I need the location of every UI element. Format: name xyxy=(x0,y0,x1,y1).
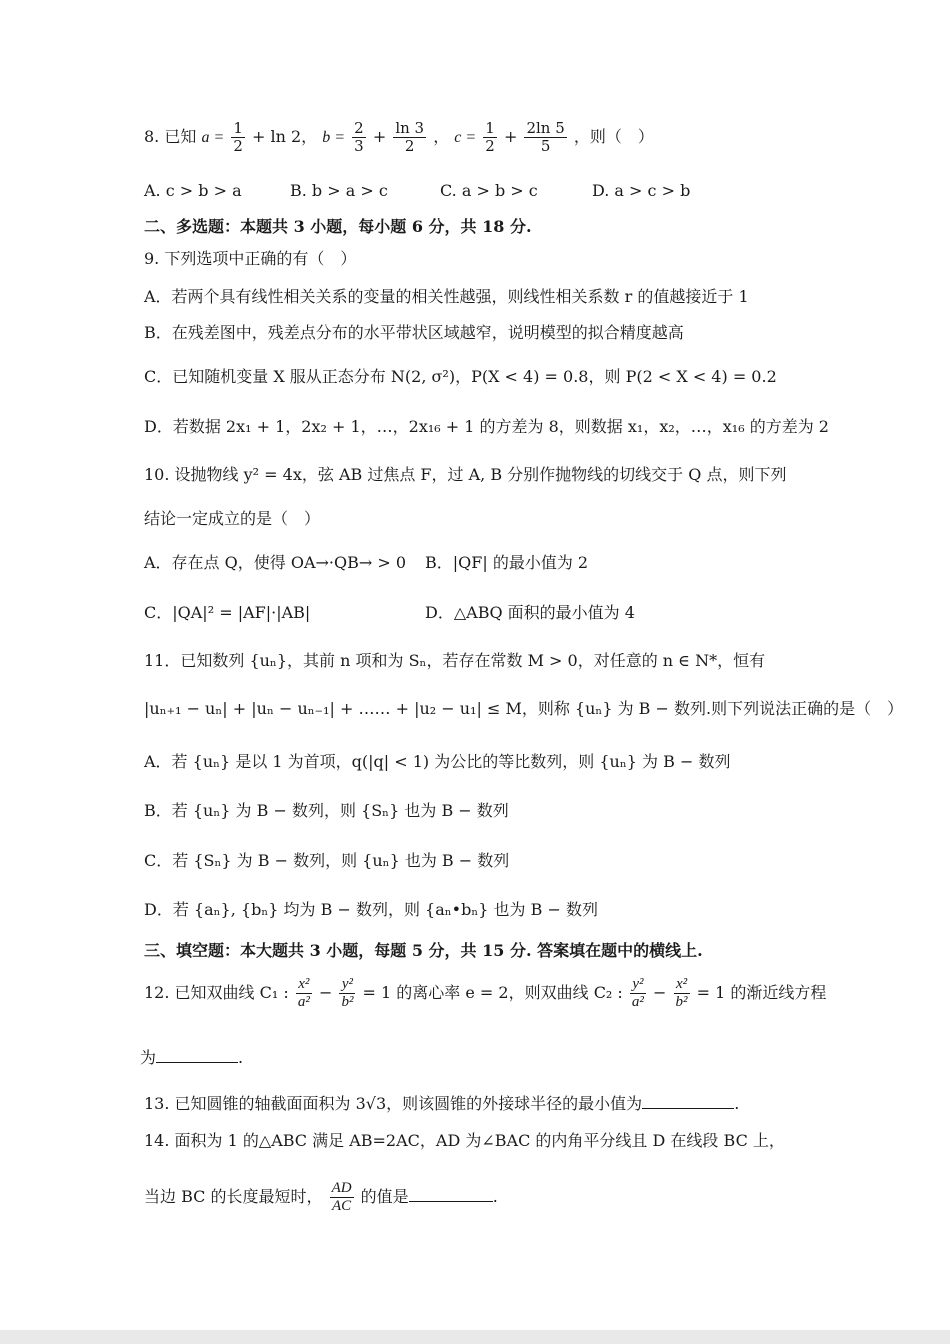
question-14-line-2 xyxy=(144,1180,498,1215)
question-11-stem-line-2: |uₙ₊₁ − uₙ| + |uₙ − uₙ₋₁| + …… + |u₂ − u₁| ≤ M，则称 {uₙ} 为 B − 数列.则下列说法正确的是（ ） xyxy=(144,699,904,718)
q11-option-a: A．若 {uₙ} 是以 1 为首项，q(|q| < 1) 为公比的等比数列，则 {uₙ} 为 B − 数列 xyxy=(144,752,731,771)
q14-line-2-suffix: 的值是 xyxy=(360,1187,409,1206)
q14-fraction-ad-ac: $\frac{AD}{AC}$ xyxy=(331,1180,352,1214)
q12-minus-2: − xyxy=(653,983,667,1002)
q10-option-a: A．存在点 Q，使得 OA→·QB→ > 0 xyxy=(144,553,407,572)
q9-option-c: C．已知随机变量 X 服从正态分布 N(2, σ²)，P(X < 4) = 0.8，则 P(2 < X < 4) = 0.2 xyxy=(144,367,777,386)
q12-line-2-text: 为 xyxy=(140,1048,157,1067)
q12-minus-1: − xyxy=(318,983,333,1002)
q12-fraction-x2-a2: $\frac{\text{x²}}{\text{a²}}$ xyxy=(297,976,310,1010)
q8-b-fraction-2: $\frac{\ln 3}{2}$ xyxy=(395,119,425,155)
q8-b-lhs: b = xyxy=(322,129,346,146)
q10-option-d: D．△ABQ 面积的最小值为 4 xyxy=(425,603,635,622)
q9-option-b: B．在残差图中，残差点分布的水平带状区域越窄，说明模型的拟合精度越高 xyxy=(144,323,684,342)
q10-option-c: C．|QA|² = |AF|·|AB| xyxy=(144,603,311,622)
q13-end: . xyxy=(734,1094,740,1113)
q8-number: 8. xyxy=(144,127,160,146)
q8-a-fraction: $\frac{1}{2}$ xyxy=(233,119,243,155)
q12-answer-blank[interactable] xyxy=(156,1044,238,1063)
q14-line-2-prefix: 当边 BC 的长度最短时， xyxy=(144,1187,323,1206)
q8-option-c: C. a > b > c xyxy=(440,181,538,200)
q8-option-b: B. b > a > c xyxy=(290,181,388,200)
question-14-line-1: 14. 面积为 1 的△ABC 满足 AB=2AC，AD 为∠BAC 的内角平分线且 D 在线段 BC 上， xyxy=(144,1131,785,1150)
q13-answer-blank[interactable] xyxy=(642,1090,734,1109)
question-12-line-1 xyxy=(144,976,826,1011)
q8-c-fraction-2: $\frac{2\ln 5}{5}$ xyxy=(526,119,565,155)
q13-text: 13. 已知圆锥的轴截面面积为 3√3，则该圆锥的外接球半径的最小值为 xyxy=(144,1094,643,1113)
q8-a-lhs: a = xyxy=(201,129,225,146)
question-10-stem-line-2: 结论一定成立的是（ ） xyxy=(144,509,321,528)
q12-part-3: = 1 的渐近线方程 xyxy=(696,983,827,1002)
section-3-heading: 三、填空题：本大题共 3 小题，每题 5 分，共 15 分. 答案填在题中的横线上. xyxy=(144,941,703,960)
q12-part-2: = 1 的离心率 e = 2，则双曲线 C₂ : xyxy=(362,983,628,1002)
q11-option-c: C．若 {Sₙ} 为 B − 数列，则 {uₙ} 也为 B − 数列 xyxy=(144,851,510,870)
q8-option-a: A. c > b > a xyxy=(144,181,242,200)
q8-prefix: 已知 xyxy=(164,127,197,146)
q12-part-1: 12. 已知双曲线 C₁ : xyxy=(144,983,294,1002)
q8-b-plus: + xyxy=(372,127,387,146)
q11-option-b: B．若 {uₙ} 为 B − 数列，则 {Sₙ} 也为 B − 数列 xyxy=(144,801,509,820)
q8-option-d: D. a > c > b xyxy=(592,181,691,200)
q8-b-fraction-1: $\frac{2}{3}$ xyxy=(354,119,364,155)
q8-c-plus: + xyxy=(503,127,518,146)
question-10-stem-line-1: 10. 设抛物线 y² = 4x，弦 AB 过焦点 F，过 A, B 分别作抛物线的切线交于 Q 点，则下列 xyxy=(144,465,787,484)
q11-option-d: D．若 {aₙ}, {bₙ} 均为 B − 数列，则 {aₙ•bₙ} 也为 B − 数列 xyxy=(144,900,598,919)
q9-option-a: A．若两个具有线性相关关系的变量的相关性越强，则线性相关系数 r 的值越接近于 1 xyxy=(144,287,749,306)
q8-c-fraction-1: $\frac{1}{2}$ xyxy=(485,119,495,155)
q9-option-d: D．若数据 2x₁ + 1，2x₂ + 1，…，2x₁₆ + 1 的方差为 8，则数据 x₁，x₂，…，x₁₆ 的方差为 2 xyxy=(144,417,829,436)
question-9-stem: 9. 下列选项中正确的有（ ） xyxy=(144,249,357,268)
q8-b-end: ， xyxy=(433,127,450,146)
q8-c-lhs: c = xyxy=(454,129,477,146)
q8-a-rest: + ln 2， xyxy=(252,127,318,146)
bottom-bar xyxy=(0,1330,950,1344)
q14-answer-blank[interactable] xyxy=(409,1183,493,1202)
question-11-stem-line-1: 11．已知数列 {uₙ}，其前 n 项和为 Sₙ，若存在常数 M > 0，对任意的 n ∈ N*，恒有 xyxy=(144,651,766,670)
question-12-line-2 xyxy=(140,1044,243,1069)
question-13 xyxy=(144,1090,739,1115)
q14-end: . xyxy=(492,1187,498,1206)
q12-fraction-x2-b2: $\frac{\text{x²}}{\text{b²}}$ xyxy=(675,976,688,1010)
q12-end: . xyxy=(238,1048,244,1067)
q10-option-b: B．|QF| 的最小值为 2 xyxy=(425,553,589,572)
q12-fraction-y2-b2: $\frac{\text{y²}}{\text{b²}}$ xyxy=(341,976,354,1010)
question-8 xyxy=(144,120,654,155)
section-2-heading: 二、多选题：本题共 3 小题，每小题 6 分，共 18 分. xyxy=(144,217,532,236)
q8-suffix: ，则（ ） xyxy=(573,127,654,146)
q12-fraction-y2-a2: $\frac{\text{y²}}{\text{a²}}$ xyxy=(631,976,644,1010)
